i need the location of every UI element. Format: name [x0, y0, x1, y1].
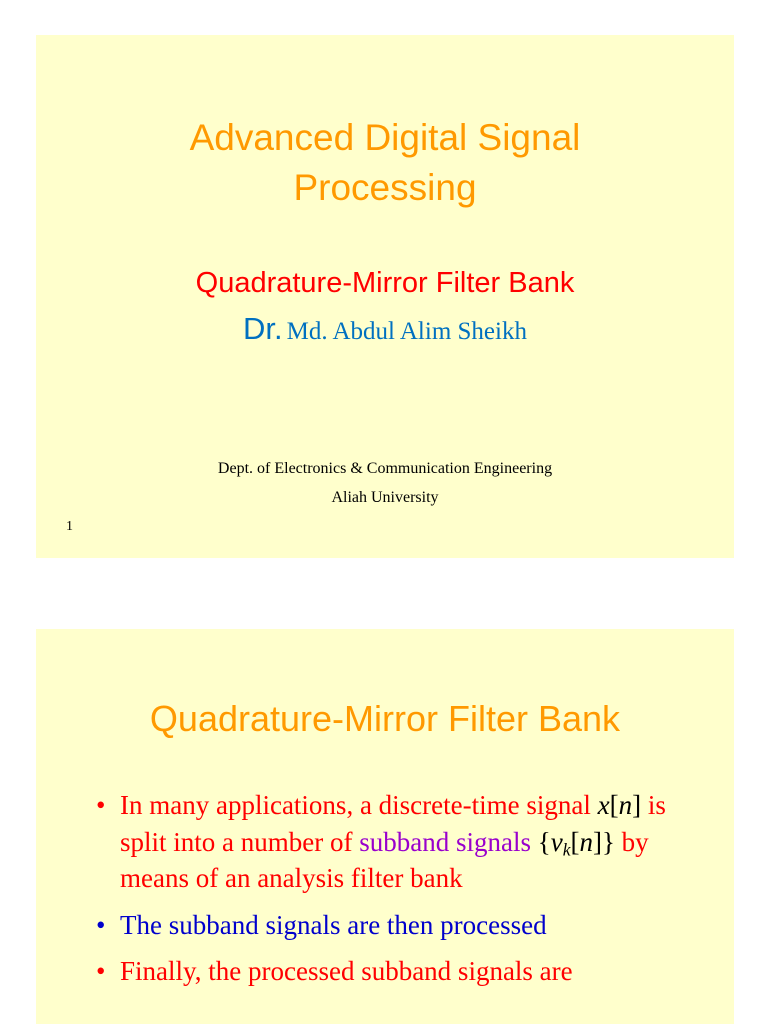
- department: Dept. of Electronics & Communication Engineering: [217, 460, 553, 477]
- term-signals: signals: [455, 826, 531, 857]
- math-x-n: x[n]: [597, 790, 642, 820]
- bullet-3-text: Finally, the processed subband signals are: [120, 956, 573, 986]
- bullet-1-text-a: In many applications, a discrete-time signal: [120, 790, 591, 820]
- slide-1-title: [36, 113, 734, 213]
- bullet-1-text-b: is split into a number of: [120, 790, 666, 857]
- author-name: Md. Abdul Alim Sheikh: [286, 318, 527, 345]
- slide-2-title: Quadrature-Mirror Filter Bank: [149, 698, 621, 739]
- slide-1: [36, 35, 734, 558]
- bullet-item-2: [96, 907, 676, 944]
- bullet-2-text: The subband signals are then processed: [120, 909, 547, 940]
- bullet-item-3: [96, 953, 676, 990]
- slide-1-title-line-2: Processing: [293, 167, 477, 208]
- slide-2: [36, 629, 734, 1024]
- author-prefix: Dr.: [243, 311, 283, 346]
- bullet-marker: •: [96, 790, 106, 820]
- bullet-marker: •: [96, 909, 106, 940]
- slide-1-subtitle: Quadrature-Mirror Filter Bank: [195, 267, 575, 299]
- bullet-marker: •: [96, 956, 106, 986]
- bullet-list: [96, 787, 676, 1000]
- slide-1-author: [36, 307, 734, 357]
- slide-1-title-line-1: Advanced Digital Signal: [189, 117, 581, 158]
- math-vk-n: $\{v_k[n]\}$: [530, 826, 615, 859]
- university: Aliah University: [331, 489, 439, 506]
- slide-number: 1: [66, 519, 73, 534]
- bullet-1-text-c: by means of an analysis filter bank: [120, 826, 649, 893]
- bullet-item-1: [96, 787, 676, 897]
- term-subband: subband: [359, 826, 450, 857]
